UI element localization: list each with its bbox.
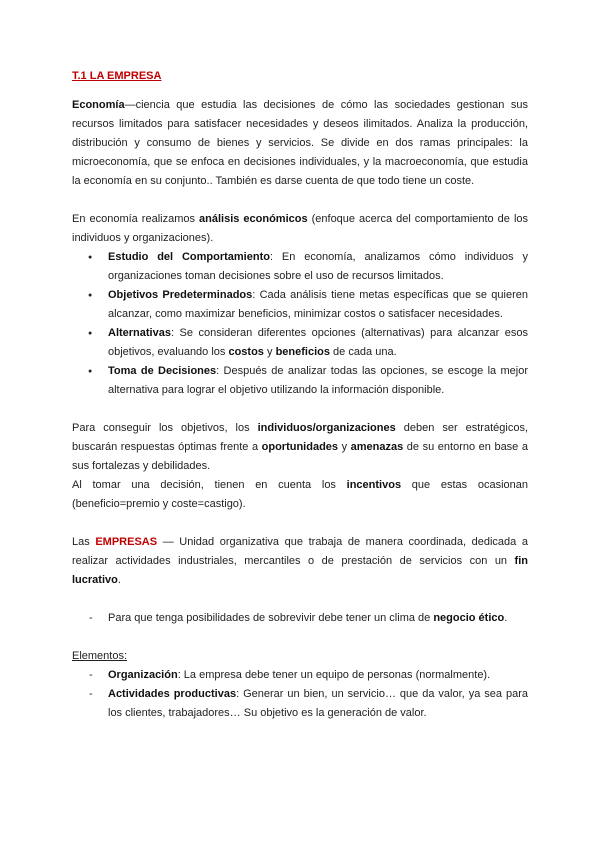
- analisis-post: (enfoque acerca del comportamiento de los individuos y organizaciones).: [72, 213, 529, 244]
- empresas-dash-list: [72, 609, 528, 628]
- objetivos-term: amenazas: [350, 441, 404, 453]
- bullet-text: y: [263, 346, 276, 358]
- dash-text: .: [504, 612, 508, 624]
- elemento-term: Organización: [108, 669, 178, 681]
- economia-paragraph: [72, 96, 528, 191]
- dash-term: negocio ético: [433, 612, 505, 624]
- bullet-text: : Se consideran diferentes opciones (alternativas) para alcanzar esos objetivos, evaluando los: [108, 327, 528, 358]
- objetivos-paragraph: [72, 419, 528, 476]
- list-item: [72, 666, 528, 685]
- objetivos-text: y: [338, 441, 351, 453]
- analisis-bullet-list: [72, 248, 528, 400]
- incentivos-term: incentivos: [346, 479, 402, 491]
- list-item: [72, 362, 528, 400]
- list-item: [72, 286, 528, 324]
- analisis-paragraph: [72, 210, 528, 248]
- objetivos-term: oportunidades: [261, 441, 339, 453]
- bullet-term: Estudio del Comportamiento: [108, 251, 270, 263]
- bullet-term: Alternativas: [108, 327, 171, 339]
- objetivos-text: deben ser estratégicos, buscarán respuestas óptimas frente a: [72, 422, 529, 453]
- analisis-term: análisis económicos: [199, 213, 308, 225]
- list-item: [72, 324, 528, 362]
- bullet-term: beneficios: [275, 346, 330, 358]
- bullet-term: Objetivos Predeterminados: [108, 289, 253, 301]
- dash-text: Para que tenga posibilidades de sobrevivir debe tener un clima de: [108, 612, 434, 624]
- bullet-text: : Después de analizar todas las opciones, se escoge la mejor alternativa para lograr el objetivo utilizando la información disponible.: [108, 365, 528, 396]
- bullet-text: : En economía, analizamos cómo individuos y organizaciones toman decisiones sobre el uso de recursos limitados.: [108, 251, 529, 282]
- page-title: T.1 LA EMPRESA: [72, 70, 162, 82]
- list-item: [72, 609, 528, 628]
- incentivos-text: que estas ocasionan (beneficio=premio y coste=castigo).: [72, 479, 528, 510]
- bullet-term: Toma de Decisiones: [108, 365, 217, 377]
- list-item: [72, 685, 528, 723]
- elementos-heading: Elementos:: [72, 650, 128, 662]
- empresas-term: fin lucrativo: [72, 555, 528, 586]
- objetivos-text: Para conseguir los objetivos, los: [72, 422, 258, 434]
- economia-term: Economía: [72, 99, 125, 111]
- objetivos-term: individuos/organizaciones: [257, 422, 396, 434]
- elemento-term: Actividades productivas: [108, 688, 237, 700]
- elemento-text: : Generar un bien, un servicio… que da valor, ya sea para los clientes, trabajadores… Su objetivo es la generación de valor.: [108, 688, 529, 719]
- incentivos-paragraph: [72, 476, 528, 514]
- empresas-text: .: [117, 574, 121, 586]
- bullet-text: de cada una.: [329, 346, 397, 358]
- bullet-term: costos: [228, 346, 264, 358]
- empresas-text: Las: [72, 536, 96, 548]
- objetivos-text: de su entorno en base a sus fortalezas y debilidades.: [72, 441, 528, 472]
- empresas-paragraph: [72, 533, 528, 590]
- analisis-pre: En economía realizamos: [72, 213, 200, 225]
- economia-text: —ciencia que estudia las decisiones de cómo las sociedades gestionan sus recursos limitados para satisfacer necesidades y deseos ilimitados. Analiza la producción, distribución y consumo de bienes y servicios. Se divide en dos ramas principales: la microeconomía, que se enfoca en decisiones individuales, y la macroeconomía, que estudia la economía en su conjunto.. También es darse cuenta de que todo tiene un coste.: [72, 99, 528, 187]
- incentivos-text: Al tomar una decisión, tienen en cuenta los: [72, 479, 347, 491]
- document-page: [72, 67, 528, 723]
- empresas-term: EMPRESAS: [95, 536, 158, 548]
- bullet-text: : Cada análisis tiene metas específicas que se quieren alcanzar, como maximizar beneficios, minimizar costos o satisfacer necesidades.: [108, 289, 528, 320]
- elementos-list: [72, 666, 528, 723]
- elemento-text: : La empresa debe tener un equipo de personas (normalmente).: [177, 669, 491, 681]
- empresas-text: — Unidad organizativa que trabaja de manera coordinada, dedicada a realizar actividades industriales, mercantiles o de prestación de servicios con un: [72, 536, 528, 567]
- list-item: [72, 248, 528, 286]
